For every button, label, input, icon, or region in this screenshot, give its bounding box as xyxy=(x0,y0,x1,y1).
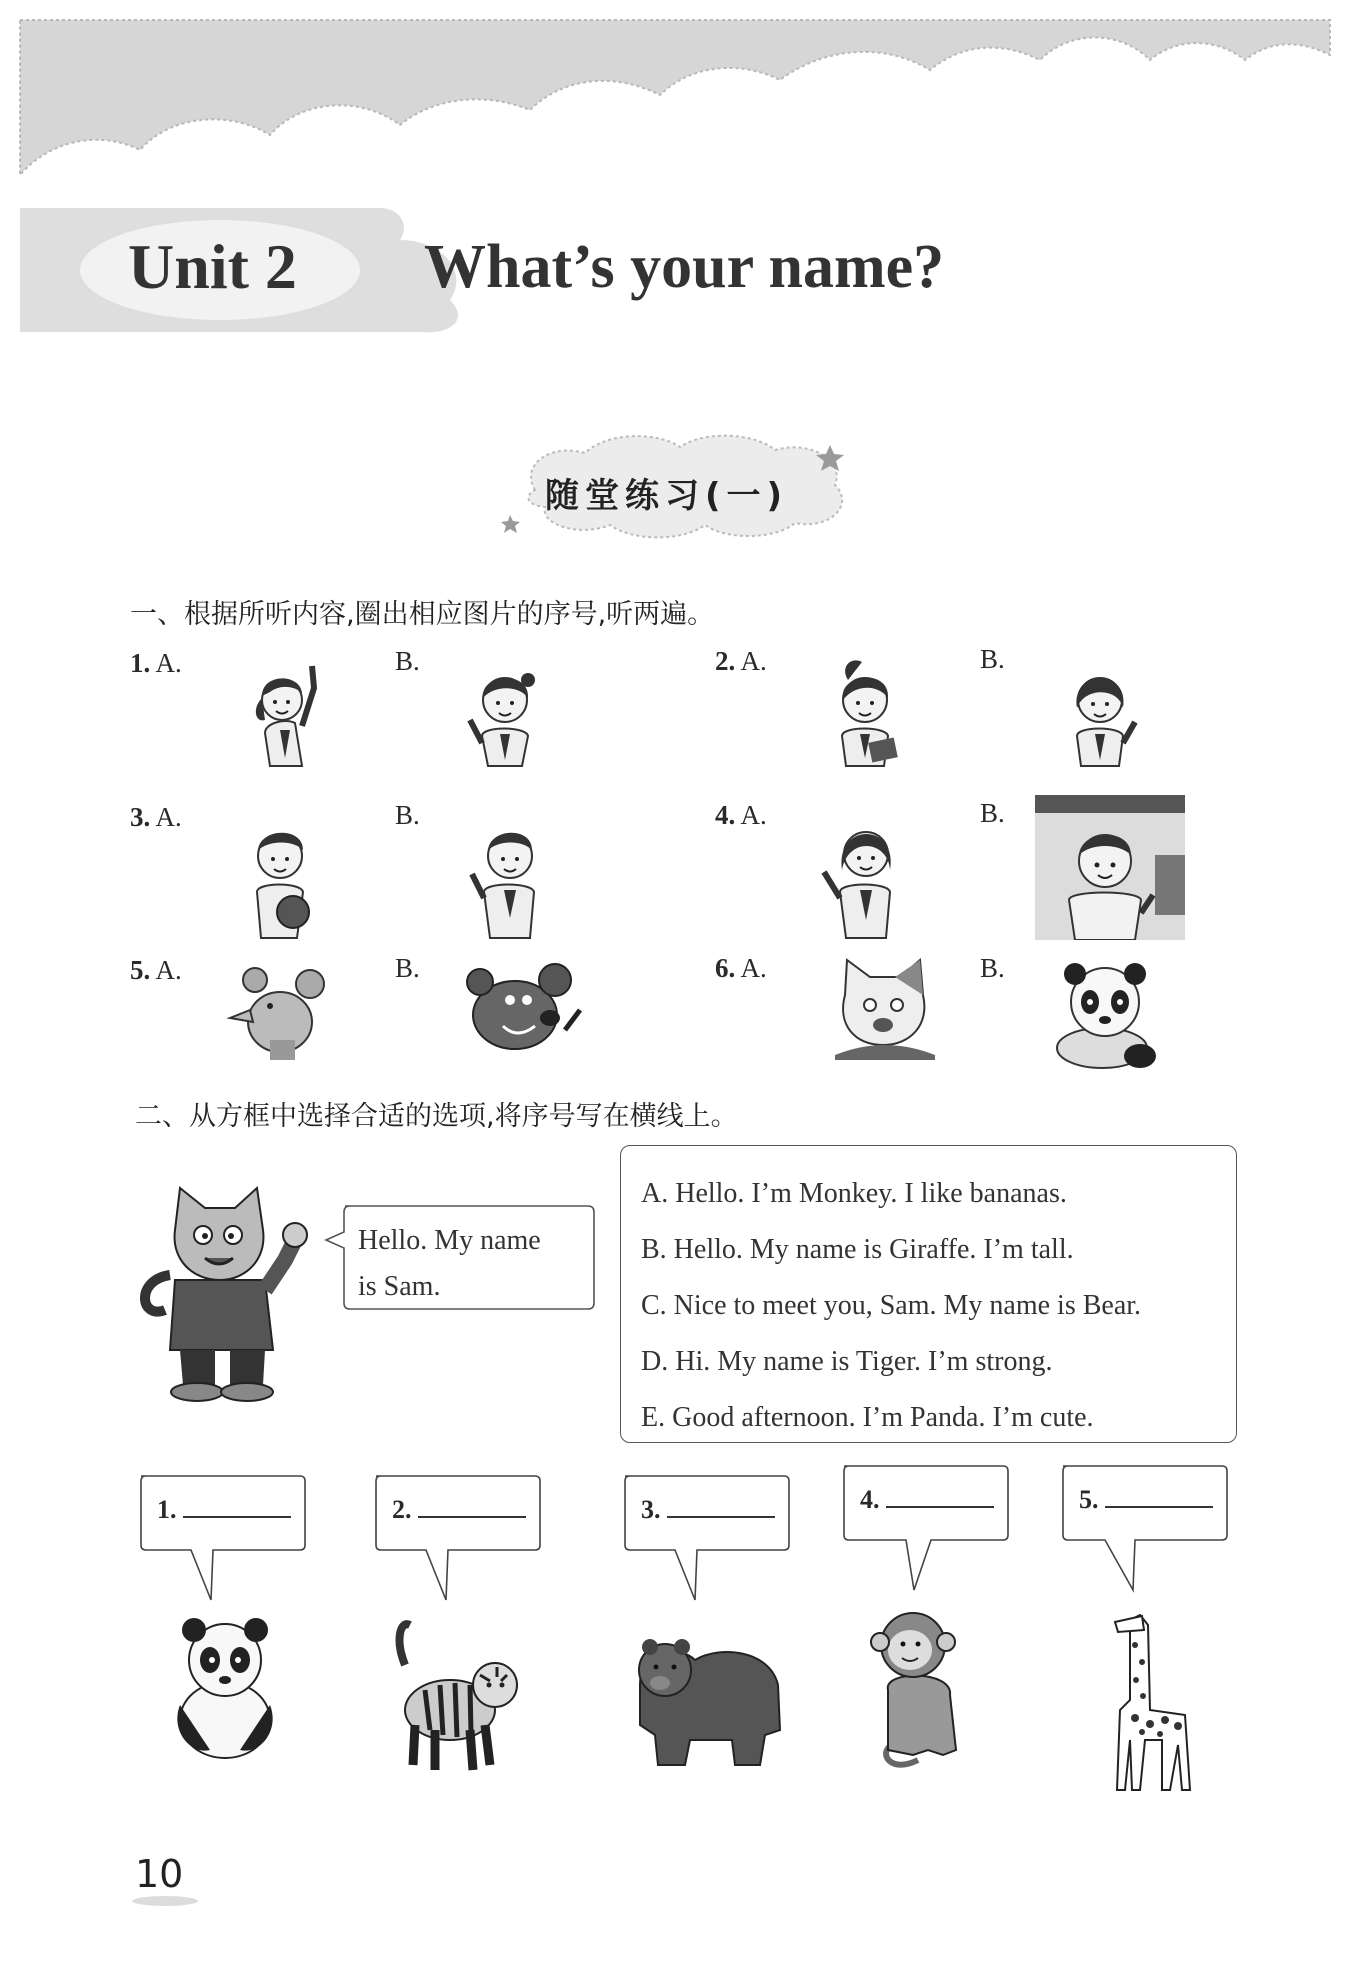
answer-4-blank[interactable] xyxy=(886,1486,994,1508)
option-b: B. Hello. My name is Giraffe. I’m tall. xyxy=(641,1234,1074,1265)
answer-bubble-2 xyxy=(368,1470,543,1605)
answer-1-blank[interactable] xyxy=(183,1496,291,1518)
q4-option-b-label: B. xyxy=(980,798,1005,828)
q4-label: 4. A. xyxy=(715,800,767,830)
boy-in-classroom-icon xyxy=(1035,795,1185,940)
mouse-icon xyxy=(225,960,335,1060)
answer-bubble-1 xyxy=(133,1470,308,1605)
q1-option-b-label: B. xyxy=(395,646,420,676)
girl-raising-hand-icon xyxy=(240,648,330,770)
mouse-waving-icon xyxy=(455,960,585,1060)
q3-label: 3. A. xyxy=(130,802,182,832)
answer-5-blank[interactable] xyxy=(1105,1486,1213,1508)
option-a: A. Hello. I’m Monkey. I like bananas. xyxy=(641,1178,1067,1209)
answer-bubble-3 xyxy=(617,1470,792,1605)
girl-waving-icon xyxy=(460,648,550,770)
monkey-icon xyxy=(858,1600,978,1785)
giraffe-icon xyxy=(1090,1600,1205,1800)
answer-2[interactable]: 2. xyxy=(392,1495,526,1525)
answer-2-blank[interactable] xyxy=(418,1496,526,1518)
sam-speech-text: Hello. My name is Sam. xyxy=(358,1225,541,1302)
option-d: D. Hi. My name is Tiger. I’m strong. xyxy=(641,1346,1053,1377)
answer-3[interactable]: 3. xyxy=(641,1495,775,1525)
q2-option-b-label: B. xyxy=(980,644,1005,674)
badge-title: 随堂练习(一) xyxy=(545,476,789,516)
q5-option-b-label: B. xyxy=(395,953,420,983)
unit-label: Unit 2 xyxy=(128,231,297,302)
unit-title: What’s your name? xyxy=(424,233,945,301)
q3-option-b-label: B. xyxy=(395,800,420,830)
q5-label: 5. A. xyxy=(130,955,182,985)
option-e: E. Good afternoon. I’m Panda. I’m cute. xyxy=(641,1402,1094,1433)
cloud-banner xyxy=(0,0,1350,190)
q1-label: 1. A. xyxy=(130,648,182,678)
panda-icon xyxy=(160,1610,290,1760)
option-c: C. Nice to meet you, Sam. My name is Bear. xyxy=(641,1290,1142,1321)
boy-holding-ball-icon xyxy=(235,800,325,940)
answer-3-blank[interactable] xyxy=(667,1496,775,1518)
page-number-underline xyxy=(130,1895,200,1907)
q6-label: 6. A. xyxy=(715,953,767,983)
answer-1[interactable]: 1. xyxy=(157,1495,291,1525)
cat-icon xyxy=(825,955,940,1060)
bear-icon xyxy=(620,1625,790,1770)
options-box xyxy=(620,1145,1237,1443)
tiger-icon xyxy=(385,1615,530,1775)
page-number: 10 xyxy=(135,1852,184,1896)
boy-waving-icon xyxy=(460,800,560,940)
panda-icon xyxy=(1040,960,1165,1070)
answer-4[interactable]: 4. xyxy=(860,1485,994,1515)
section2-instruction: 二、从方框中选择合适的选项,将序号写在横线上。 xyxy=(135,1101,738,1132)
girl-holding-book-icon xyxy=(820,648,910,770)
answer-bubble-4 xyxy=(836,1460,1011,1595)
answer-bubble-5 xyxy=(1055,1460,1230,1595)
girl-waving-icon xyxy=(810,800,920,940)
answer-5[interactable]: 5. xyxy=(1079,1485,1213,1515)
sam-cat-icon xyxy=(135,1180,310,1405)
q2-label: 2. A. xyxy=(715,646,767,676)
q6-option-b-label: B. xyxy=(980,953,1005,983)
girl-waving-icon xyxy=(1055,648,1145,770)
section1-instruction: 一、根据所听内容,圈出相应图片的序号,听两遍。 xyxy=(130,599,715,630)
